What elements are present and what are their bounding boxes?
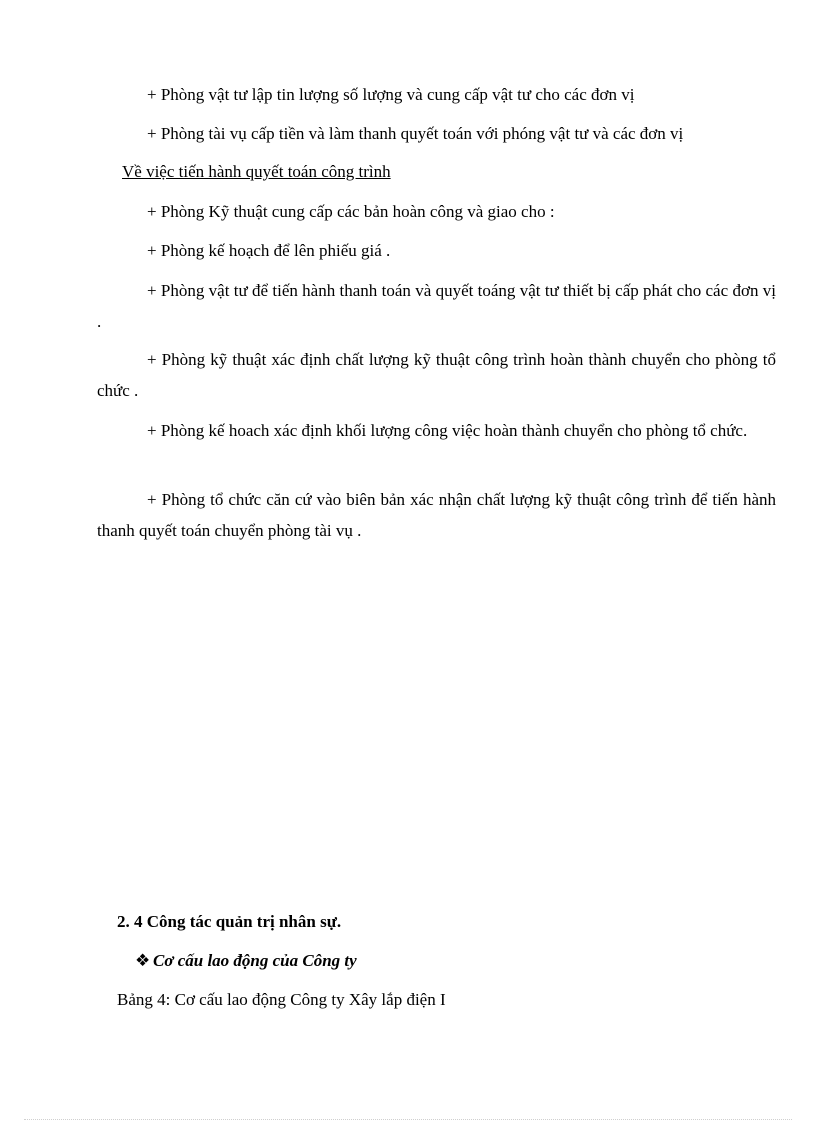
settlement-item-planning: + Phòng kế hoạch để lên phiếu giá .: [147, 241, 391, 260]
settlement-item-technical: + Phòng Kỹ thuật cung cấp các bản hoàn công và giao cho :: [147, 202, 555, 221]
diamond-bullet-icon: ❖: [135, 951, 151, 970]
paragraph-finance: + Phòng tài vụ cấp tiền và làm thanh quyết toán với phóng vật tư và các đơn vị: [147, 124, 684, 143]
paragraph-supply: + Phòng vật tư lập tin lượng số lượng và cung cấp vật tư cho các đơn vị: [147, 85, 635, 104]
section-title: 2. 4 Công tác quản trị nhân sự.: [117, 912, 342, 931]
settlement-heading: Về việc tiến hành quyết toán công trình: [122, 162, 391, 181]
subsection-title: Cơ cấu lao động của Công ty: [153, 951, 357, 970]
table-caption: Bảng 4: Cơ cấu lao động Công ty Xây lắp điện I: [117, 990, 446, 1009]
subsection-title-row: [135, 951, 357, 971]
settlement-item-quality: + Phòng kỹ thuật xác định chất lượng kỹ thuật công trình hoàn thành chuyển cho phòng tổ chức .: [97, 350, 776, 400]
settlement-item-volume: + Phòng kế hoach xác định khối lượng công việc hoàn thành chuyển cho phòng tổ chức.: [147, 421, 748, 440]
settlement-item-organization: + Phòng tổ chức căn cứ vào biên bản xác nhận chất lượng kỹ thuật công trình để tiến hành thanh quyết toán chuyển phòng tài vụ .: [97, 490, 776, 540]
page-bottom-divider: [24, 1119, 792, 1120]
settlement-item-materials: + Phòng vật tư để tiến hành thanh toán và quyết toáng vật tư thiết bị cấp phát cho các đơn vị .: [97, 281, 776, 331]
